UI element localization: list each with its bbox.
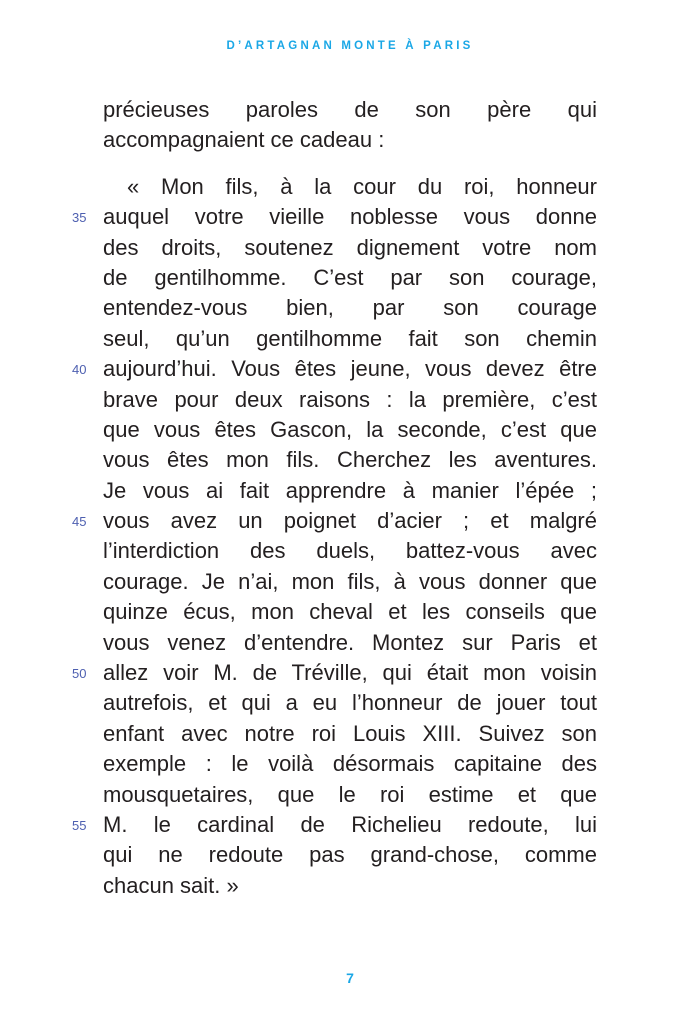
line-text: l’interdiction des duels, battez-vous avec (103, 538, 597, 564)
line-text: courage. Je n’ai, mon fils, à vous donner que (103, 568, 597, 594)
text-line (103, 263, 597, 293)
line-text: seul, qu’un gentilhomme fait son chemin (103, 325, 597, 351)
line-text: « Mon fils, à la cour du roi, honneur (127, 173, 597, 199)
text-line (103, 536, 597, 566)
text-line (103, 293, 597, 323)
text-line (103, 840, 597, 870)
text-line (103, 125, 597, 155)
page-number: 7 (346, 970, 354, 986)
line-text: brave pour deux raisons : la première, c’est (103, 386, 597, 412)
line-text: exemple : le voilà désormais capitaine des (103, 751, 597, 777)
text-line (103, 597, 597, 627)
text-line (103, 445, 597, 475)
text-line (72, 658, 597, 688)
line-number: 50 (72, 666, 87, 682)
line-text: vous venez d’entendre. Montez sur Paris et (103, 629, 597, 655)
line-number: 35 (72, 210, 87, 226)
line-text: aujourd’hui. Vous êtes jeune, vous devez être (103, 356, 597, 382)
line-text: précieuses paroles de son père qui (103, 97, 597, 122)
text-line (103, 749, 597, 779)
line-text: enfant avec notre roi Louis XIII. Suivez son (103, 720, 597, 746)
line-text: que vous êtes Gascon, la seconde, c’est que (103, 416, 597, 442)
text-line (103, 415, 597, 445)
line-text: autrefois, et qui a eu l’honneur de jouer tout (103, 690, 597, 716)
text-line (103, 567, 597, 597)
text-line (103, 719, 597, 749)
text-line (103, 871, 597, 901)
line-text: des droits, soutenez dignement votre nom (103, 234, 597, 260)
text-line (103, 476, 597, 506)
text-line (103, 233, 597, 263)
text-line (72, 810, 597, 840)
text-line (103, 95, 597, 125)
text-line (103, 688, 597, 718)
line-text: quinze écus, mon cheval et les conseils que (103, 599, 597, 625)
line-text: Je vous ai fait apprendre à manier l’épée ; (103, 477, 597, 503)
line-text: allez voir M. de Tréville, qui était mon voisin (103, 660, 597, 686)
line-number: 40 (72, 362, 87, 378)
line-text: mousquetaires, que le roi estime et que (103, 781, 597, 807)
line-number: 55 (72, 817, 87, 833)
text-line (103, 172, 597, 202)
running-header: D’ARTAGNAN MONTE À PARIS (226, 40, 474, 52)
line-text: vous avez un poignet d’acier ; et malgré (103, 508, 597, 534)
body-text (72, 95, 597, 901)
line-text: de gentilhomme. C’est par son courage, (103, 264, 597, 290)
text-line (103, 780, 597, 810)
line-text: accompagnaient ce cadeau : (103, 127, 385, 153)
line-text: vous êtes mon fils. Cherchez les aventures. (103, 447, 597, 473)
line-text: M. le cardinal de Richelieu redoute, lui (103, 811, 597, 837)
text-line (103, 628, 597, 658)
text-line (72, 506, 597, 536)
text-line (103, 324, 597, 354)
line-text: chacun sait. » (103, 872, 239, 898)
line-text: entendez-vous bien, par son courage (103, 295, 597, 321)
text-line (72, 202, 597, 232)
paragraph-gap (103, 156, 597, 172)
text-line (103, 385, 597, 415)
line-text: qui ne redoute pas grand-chose, comme (103, 842, 597, 868)
line-text: auquel votre vieille noblesse vous donne (103, 204, 597, 230)
line-number: 45 (72, 514, 87, 530)
text-line (72, 354, 597, 384)
